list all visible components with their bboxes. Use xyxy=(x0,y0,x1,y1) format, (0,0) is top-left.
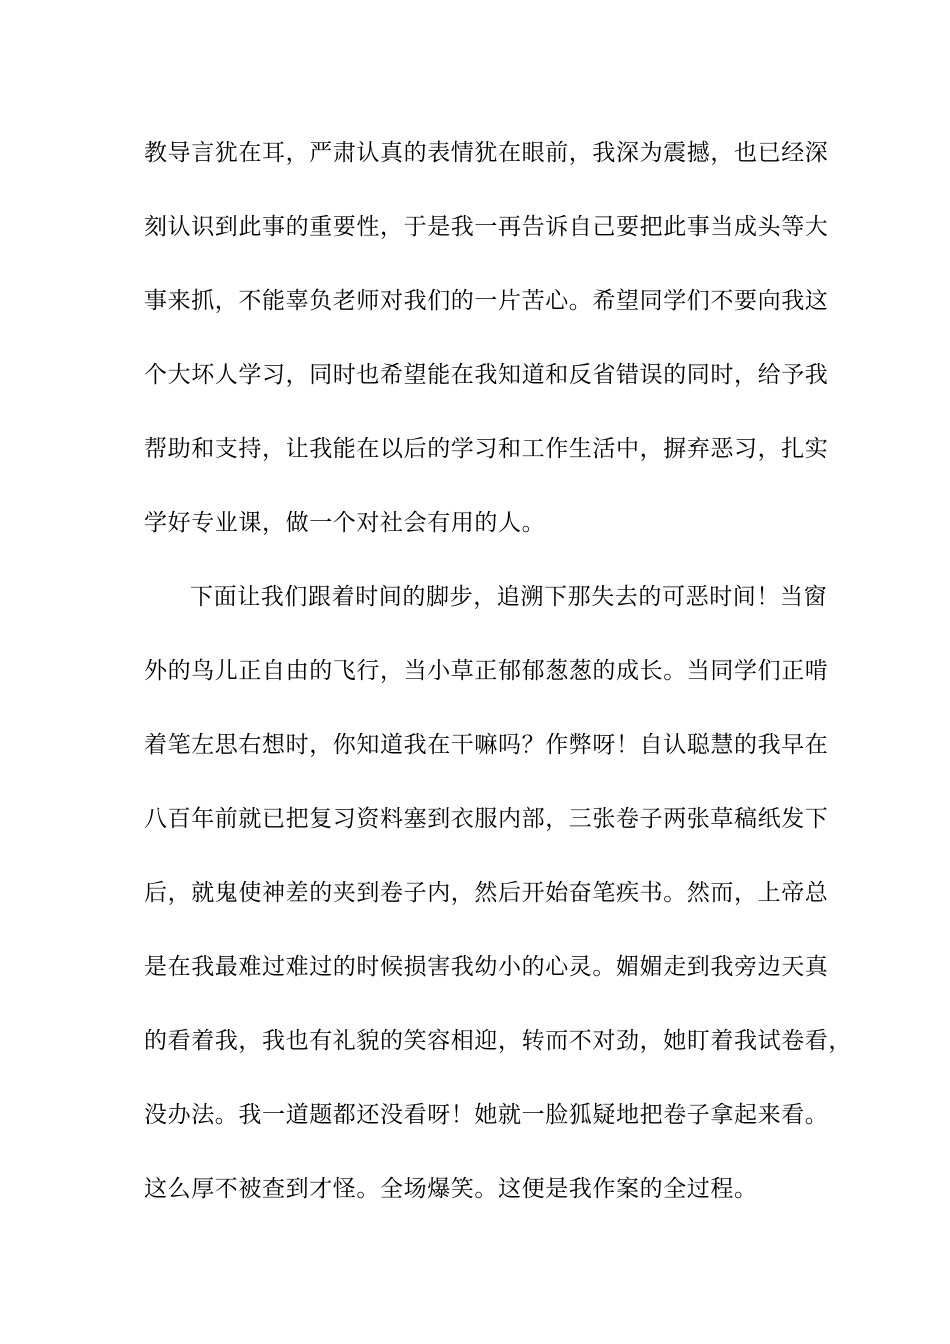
paragraph-2-line-8: 没办法。我一道题都还没看呀！她就一脸狐疑地把卷子拿起来看。 xyxy=(144,1102,829,1128)
document-body xyxy=(144,130,852,1240)
paragraph-1-line-1: 教导言犹在耳，严肃认真的表情犹在眼前，我深为震撼，也已经深 xyxy=(144,140,829,166)
paragraph-2-line-5: 后，就鬼使神差的夹到卷子内，然后开始奋笔疾书。然而，上帝总 xyxy=(144,880,829,906)
paragraph-2-line-2: 外的鸟儿正自由的飞行，当小草正郁郁葱葱的成长。当同学们正啃 xyxy=(144,658,829,684)
paragraph-2-line-9: 这么厚不被查到才怪。全场爆笑。这便是我作案的全过程。 xyxy=(144,1176,758,1202)
paragraph-1-line-6: 学好专业课，做一个对社会有用的人。 xyxy=(144,510,546,536)
paragraph-1-line-4: 个大坏人学习，同时也希望能在我知道和反省错误的同时，给予我 xyxy=(144,362,829,388)
paragraph-2-line-4: 八百年前就已把复习资料塞到衣服内部，三张卷子两张草稿纸发下 xyxy=(144,806,829,832)
paragraph-2-line-3: 着笔左思右想时，你知道我在干嘛吗？作弊呀！自认聪慧的我早在 xyxy=(144,732,829,758)
paragraph-1-line-3: 事来抓，不能辜负老师对我们的一片苦心。希望同学们不要向我这 xyxy=(144,288,829,314)
paragraph-2-line-1: 下面让我们跟着时间的脚步，追溯下那失去的可恶时间！当窗 xyxy=(190,584,828,610)
paragraph-2-line-6: 是在我最难过难过的时候损害我幼小的心灵。媚媚走到我旁边天真 xyxy=(144,954,829,980)
paragraph-1-line-5: 帮助和支持，让我能在以后的学习和工作生活中，摒弃恶习，扎实 xyxy=(144,436,829,462)
paragraph-1-line-2: 刻认识到此事的重要性，于是我一再告诉自己要把此事当成头等大 xyxy=(144,214,829,240)
paragraph-2-line-7: 的看着我，我也有礼貌的笑容相迎，转而不对劲，她盯着我试卷看， xyxy=(144,1028,852,1054)
